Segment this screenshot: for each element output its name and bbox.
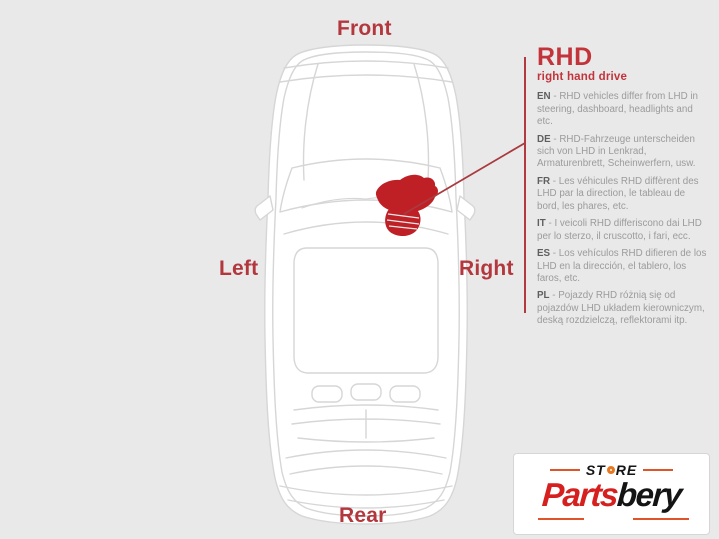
rhd-entry-it xyxy=(537,218,707,243)
lang-code-fr: FR xyxy=(537,175,551,187)
rhd-entry-en xyxy=(537,91,707,128)
rhd-entries xyxy=(537,91,707,327)
sep: - xyxy=(550,133,560,145)
sep: - xyxy=(550,175,559,187)
front-label: Front xyxy=(337,17,392,40)
lang-code-it: IT xyxy=(537,218,546,230)
right-label: Right xyxy=(459,257,514,280)
car-top-view-diagram xyxy=(240,38,490,530)
brand-left-dash xyxy=(538,518,584,520)
entry-text-es: Los vehículos RHD difieren de los LHD en la dirección, el tablero, los faros, etc. xyxy=(537,248,707,284)
left-label: Left xyxy=(219,257,259,280)
brand-wordmark xyxy=(513,476,711,514)
brand-black-part: bery xyxy=(615,476,683,513)
partsbery-logo xyxy=(513,453,710,535)
lang-code-de: DE xyxy=(537,133,551,145)
entry-text-it: I veicoli RHD differiscono dai LHD per lo sterzo, il cruscotto, i fari, ecc. xyxy=(537,218,702,242)
brand-red-part: Parts xyxy=(540,476,619,513)
car-body-outline xyxy=(265,45,468,524)
entry-text-en: RHD vehicles differ from LHD in steering, dashboard, headlights and etc. xyxy=(537,91,698,128)
entry-text-pl: Pojazdy RHD różnią się od pojazdów LHD układem kierowniczym, deską rozdzielczą, reflektorami itp. xyxy=(537,290,705,327)
lang-code-pl: PL xyxy=(537,290,550,302)
store-o-ring-icon xyxy=(607,466,615,474)
entry-text-de: RHD-Fahrzeuge unterscheiden sich von LHD in Lenkrad, Armaturenbrett, Scheinwerfern, usw. xyxy=(537,133,696,170)
store-right-dash xyxy=(643,469,673,471)
brand-right-dash xyxy=(633,518,689,520)
store-left-dash xyxy=(550,469,580,471)
sep: - xyxy=(549,290,559,302)
rear-label: Rear xyxy=(339,504,387,527)
sep: - xyxy=(550,248,559,260)
rhd-title: RHD xyxy=(537,43,593,71)
lang-code-es: ES xyxy=(537,248,551,260)
store-prefix: ST xyxy=(585,462,606,478)
rhd-annotation-panel xyxy=(537,44,707,333)
lang-code-en: EN xyxy=(537,91,551,103)
sep: - xyxy=(550,91,560,103)
rhd-entry-fr xyxy=(537,176,707,213)
rhd-entry-de xyxy=(537,134,707,171)
entry-text-fr: Les véhicules RHD diffèrent des LHD par la direction, le tableau de bord, les phares, etc. xyxy=(537,175,699,212)
sep: - xyxy=(545,218,555,230)
rhd-entry-es xyxy=(537,248,707,285)
store-suffix: RE xyxy=(615,462,638,478)
rhd-entry-pl xyxy=(537,290,707,327)
rhd-subtitle: right hand drive xyxy=(537,71,628,84)
annotation-vertical-rule xyxy=(524,57,526,313)
